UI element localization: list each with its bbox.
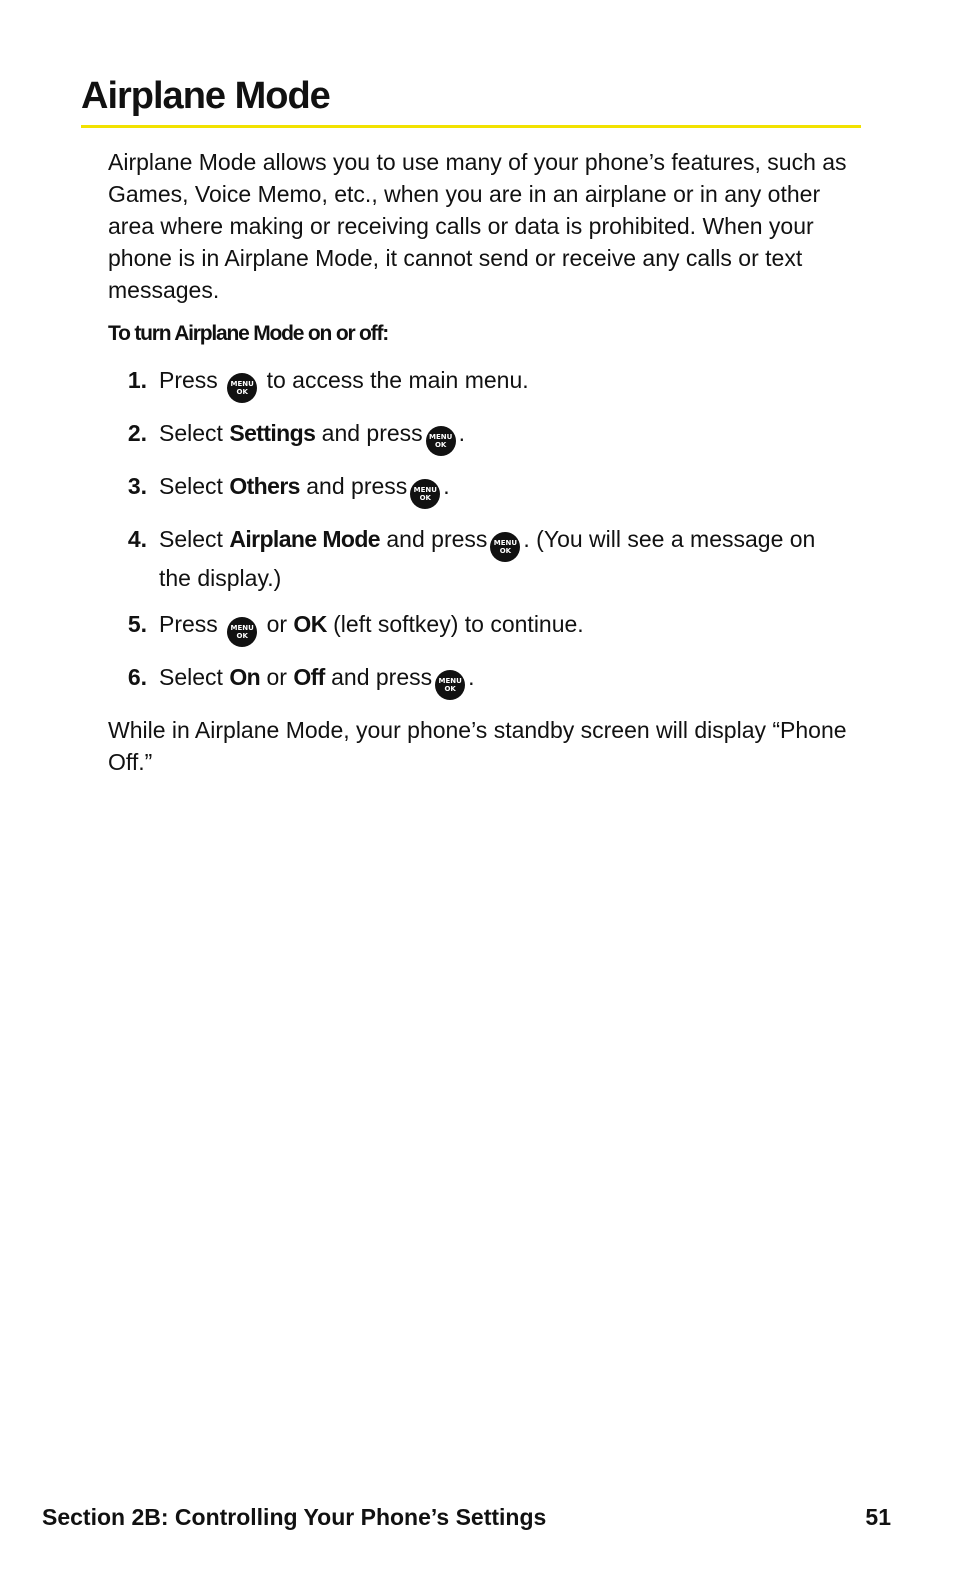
step-text-part: and press bbox=[386, 526, 488, 552]
step-text-part: Select bbox=[159, 420, 223, 446]
footer-section-title: Section 2B: Controlling Your Phone’s Settings bbox=[42, 1504, 547, 1530]
step-text bbox=[147, 470, 848, 509]
step-4 bbox=[108, 523, 848, 594]
menu-ok-key-icon: MENU OK bbox=[426, 426, 456, 456]
step-5 bbox=[108, 608, 848, 647]
menu-ok-key-icon: MENU OK bbox=[490, 532, 520, 562]
menu-option-on: On bbox=[229, 664, 261, 690]
step-text-part: . (You will see a message on the display.) bbox=[159, 526, 816, 591]
step-text-part: . bbox=[458, 420, 466, 446]
step-text bbox=[147, 661, 848, 700]
step-number: 1. bbox=[127, 367, 147, 393]
step-text-part: . bbox=[443, 473, 450, 499]
step-text-part: and press bbox=[321, 420, 423, 446]
step-text-part: . bbox=[468, 664, 475, 690]
menu-ok-key-icon: MENU OK bbox=[227, 373, 257, 403]
step-text-part: or bbox=[266, 664, 287, 690]
step-text-part: Select bbox=[159, 664, 223, 690]
step-1 bbox=[108, 364, 848, 403]
intro-paragraph: Airplane Mode allows you to use many of your phone’s features, such as Games, Voice Memo, etc., when you are in an airplane or in any other area where making or receiving calls or data is prohibited. When your phone is in Airplane Mode, it cannot send or receive any calls or text messages. bbox=[108, 149, 847, 303]
page-number: 51 bbox=[865, 1504, 891, 1530]
step-text bbox=[147, 417, 848, 456]
step-number: 6. bbox=[127, 664, 147, 690]
menu-option-airplane-mode: Airplane Mode bbox=[229, 526, 380, 552]
title-underline bbox=[81, 125, 861, 128]
step-text-part: to access the main menu. bbox=[266, 367, 529, 393]
menu-ok-key-icon: MENU OK bbox=[410, 479, 440, 509]
step-text bbox=[147, 364, 848, 403]
step-2 bbox=[108, 417, 848, 456]
page-title: Airplane Mode bbox=[81, 75, 330, 117]
steps-list bbox=[108, 364, 848, 700]
softkey-ok-label: OK bbox=[293, 611, 327, 637]
menu-option-others: Others bbox=[229, 473, 300, 499]
step-number: 2. bbox=[127, 420, 147, 446]
step-number: 5. bbox=[127, 611, 147, 637]
outro-paragraph: While in Airplane Mode, your phone’s standby screen will display “Phone Off.” bbox=[108, 717, 847, 775]
step-text bbox=[147, 523, 848, 594]
step-text-part: or bbox=[266, 611, 288, 637]
step-text-part: Select bbox=[159, 526, 223, 552]
menu-ok-key-icon: MENU OK bbox=[435, 670, 465, 700]
step-text-part: Press bbox=[159, 611, 218, 637]
step-text-part: and press bbox=[306, 473, 408, 499]
step-6 bbox=[108, 661, 848, 700]
step-text bbox=[147, 608, 848, 647]
step-number: 4. bbox=[127, 526, 147, 552]
procedure-heading: To turn Airplane Mode on or off: bbox=[108, 322, 389, 345]
menu-ok-key-icon: MENU OK bbox=[227, 617, 257, 647]
step-3 bbox=[108, 470, 848, 509]
step-text-part: and press bbox=[331, 664, 433, 690]
menu-option-off: Off bbox=[293, 664, 325, 690]
step-text-part: Press bbox=[159, 367, 218, 393]
menu-option-settings: Settings bbox=[229, 420, 316, 446]
step-text-part: Select bbox=[159, 473, 223, 499]
step-text-part: (left softkey) to continue. bbox=[333, 611, 584, 637]
step-number: 3. bbox=[127, 473, 147, 499]
main-content bbox=[108, 146, 848, 778]
